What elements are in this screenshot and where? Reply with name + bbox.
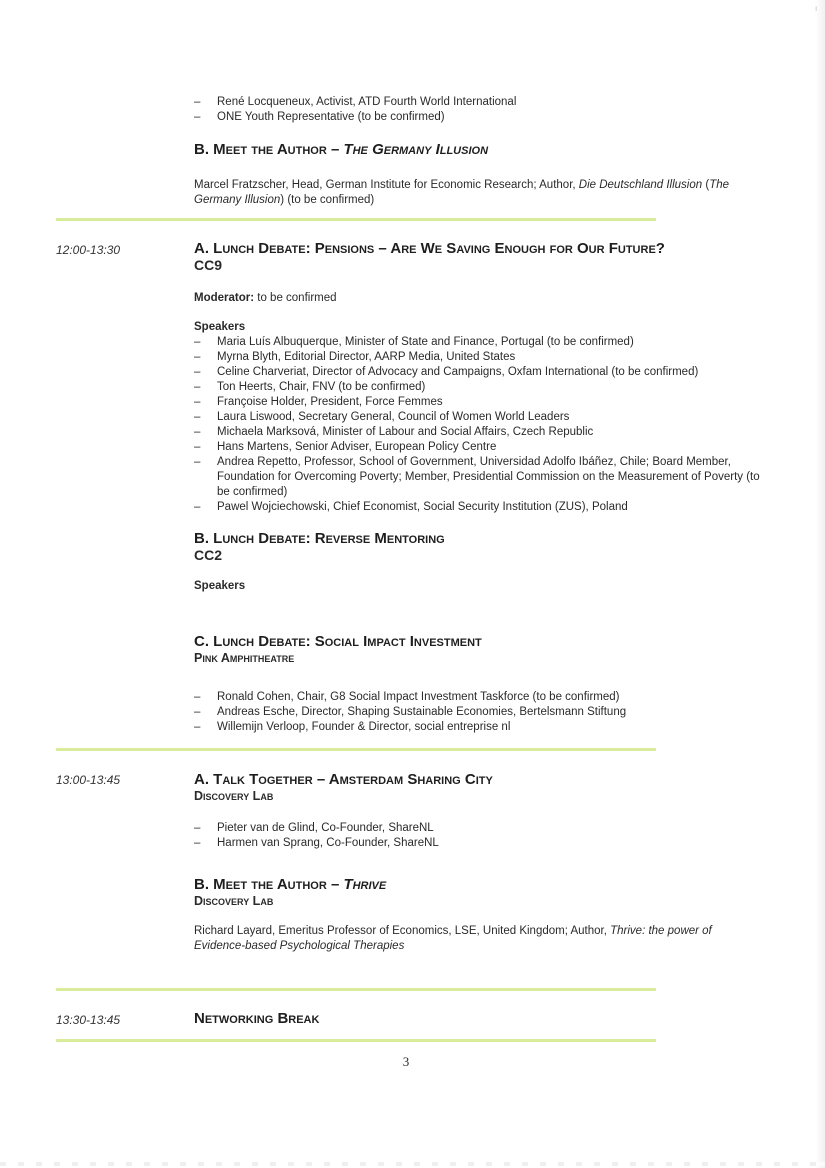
list-item: – Pawel Wojciechowski, Chief Economist, Social Security Institution (ZUS), Poland — [194, 500, 764, 515]
time-slot-label: 12:00-13:30 — [56, 243, 121, 257]
speaker-list — [194, 335, 764, 515]
social-impact-session — [194, 633, 764, 735]
session-title: B. Meet the Author – Thrive — [194, 876, 387, 893]
pensions-debate-session — [194, 240, 764, 515]
session-title: A. Lunch Debate: Pensions – Are We Saving Enough for Our Future? — [194, 240, 665, 257]
list-item: – Michaela Marksová, Minister of Labour and Social Affairs, Czech Republic — [194, 425, 764, 440]
networking-break-session — [194, 1010, 764, 1027]
list-item: – Myrna Blyth, Editorial Director, AARP Media, United States — [194, 350, 764, 365]
list-item: – Ronald Cohen, Chair, G8 Social Impact Investment Taskforce (to be confirmed) — [194, 690, 764, 705]
list-item: – Harmen van Sprang, Co-Founder, ShareNL — [194, 836, 764, 851]
reverse-mentoring-session — [194, 530, 764, 594]
section-divider — [56, 1039, 656, 1042]
speakers-heading: Speakers — [194, 321, 246, 333]
list-item: – ONE Youth Representative (to be confirmed) — [194, 110, 764, 125]
session-room: CC9 — [194, 257, 223, 273]
time-slot-label: 13:30-13:45 — [56, 1013, 121, 1027]
list-item: – Willemijn Verloop, Founder & Director, social entreprise nl — [194, 720, 764, 735]
list-item: – Andreas Esche, Director, Shaping Sustainable Economies, Bertelsmann Stiftung — [194, 705, 764, 720]
section-divider — [56, 988, 656, 991]
session-room: Discovery Lab — [194, 789, 274, 803]
list-item: – Françoise Holder, President, Force Femmes — [194, 395, 764, 410]
list-item: – Pieter van de Glind, Co-Founder, ShareNL — [194, 821, 764, 836]
list-item: – Laura Liswood, Secretary General, Council of Women World Leaders — [194, 410, 764, 425]
session-room: Pink Amphitheatre — [194, 651, 295, 665]
page-number: 3 — [402, 1054, 410, 1069]
moderator-line: Moderator: to be confirmed — [194, 292, 337, 304]
section-divider — [56, 218, 656, 221]
scan-corner-mark: ı — [815, 4, 818, 13]
continued-speaker-list — [194, 95, 764, 125]
list-item: – Hans Martens, Senior Adviser, European Policy Centre — [194, 440, 764, 455]
meet-author-thrive-session — [194, 876, 764, 954]
section-divider — [56, 748, 656, 751]
list-item: – Ton Heerts, Chair, FNV (to be confirmed) — [194, 380, 764, 395]
speaker-list — [194, 690, 764, 735]
list-item: – René Locqueneux, Activist, ATD Fourth World International — [194, 95, 764, 110]
list-item: – Celine Charveriat, Director of Advocacy and Campaigns, Oxfam International (to be confirmed) — [194, 365, 764, 380]
session-description: Marcel Fratzscher, Head, German Institute for Economic Research; Author, Die Deutschland Illusion (The Germany Illusion) (to be confirmed) — [194, 179, 730, 206]
session-title: A. Talk Together – Amsterdam Sharing City — [194, 771, 493, 788]
meet-author-germany-session — [194, 141, 764, 208]
speaker-list — [194, 821, 764, 851]
session-title: B. Lunch Debate: Reverse Mentoring — [194, 530, 445, 547]
speakers-heading: Speakers — [194, 580, 246, 592]
time-slot-label: 13:00-13:45 — [56, 773, 121, 787]
session-title: B. Meet the Author – The Germany Illusion — [194, 141, 489, 158]
list-item: – Andrea Repetto, Professor, School of Government, Universidad Adolfo Ibáñez, Chile; Board Member, Foundation for Overcoming Poverty; Member, Presidential Commission on the Measurement of Poverty (to be confirmed) — [194, 455, 764, 500]
session-title: Networking Break — [194, 1010, 320, 1027]
scan-bottom-edge — [0, 1162, 825, 1166]
scan-edge-shadow — [815, 0, 825, 1168]
session-room: CC2 — [194, 547, 223, 563]
list-item: – Maria Luís Albuquerque, Minister of State and Finance, Portugal (to be confirmed) — [194, 335, 764, 350]
session-description: Richard Layard, Emeritus Professor of Economics, LSE, United Kingdom; Author, Thrive: the power of Evidence-based Psychological Therapies — [194, 925, 712, 952]
amsterdam-sharing-session — [194, 771, 764, 851]
session-title: C. Lunch Debate: Social Impact Investment — [194, 633, 482, 650]
session-room: Discovery Lab — [194, 894, 274, 908]
